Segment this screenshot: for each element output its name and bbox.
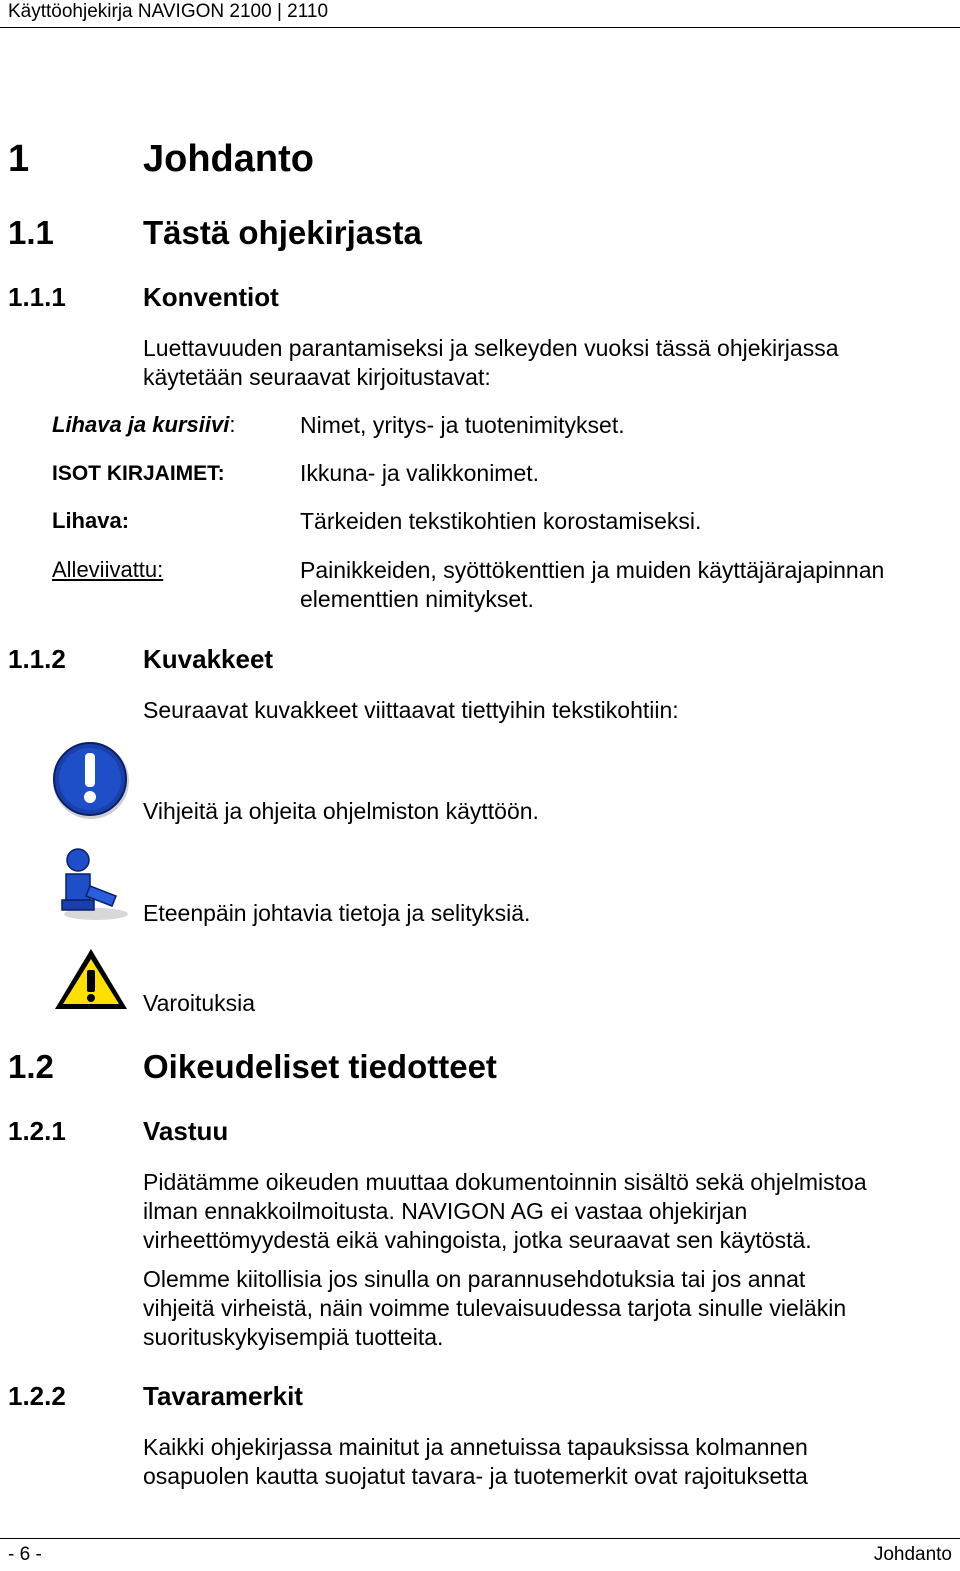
convention-term-bold: Lihava: xyxy=(52,508,130,533)
header-rule xyxy=(0,27,960,28)
heading-title: Konventiot xyxy=(143,282,279,312)
footer-section: Johdanto xyxy=(873,1544,952,1565)
convention-definition: Tärkeiden tekstikohtien korostamiseksi. xyxy=(300,508,702,534)
heading-number: 1.1.1 xyxy=(8,282,66,312)
heading-title: Tästä ohjekirjasta xyxy=(143,214,422,251)
warning-triangle-icon xyxy=(52,946,130,1017)
exclamation-icon xyxy=(50,741,132,826)
heading-number: 1 xyxy=(8,138,30,180)
liability-paragraph-1: Pidätämme oikeuden muuttaa dokumentoinnin sisältö sekä ohjelmistoa ilman ennakkoilmoitusta. NAVIGON AG ei vastaa ohjekirjan virheettömyydestä eikä vahingoista, jotka seuraavat sen käytöstä. xyxy=(143,1169,867,1253)
footer-rule xyxy=(0,1538,960,1539)
trademarks-paragraph: Kaikki ohjekirjassa mainitut ja annetuissa tapauksissa kolmannen osapuolen kautta suojatut tavara- ja tuotemerkit ovat rajoituksetta xyxy=(143,1434,808,1489)
icons-intro: Seuraavat kuvakkeet viittaavat tiettyihin tekstikohtiin: xyxy=(143,697,679,723)
convention-definition: Ikkuna- ja valikkonimet. xyxy=(300,460,540,486)
info-figure-icon xyxy=(52,846,130,927)
icon-description: Eteenpäin johtavia tietoja ja selityksiä. xyxy=(143,900,531,926)
heading-1-1 xyxy=(0,214,960,254)
liability-paragraph-2: Olemme kiitollisia jos sinulla on parannusehdotuksia tai jos annat vihjeitä virheistä, näin voimme tulevaisuudessa tarjota sinulle vieläkin suorituskykyisempiä tuotteita. xyxy=(143,1266,847,1350)
heading-1-1-2 xyxy=(0,644,960,676)
heading-number: 1.2 xyxy=(8,1048,54,1085)
convention-term-bold-italic: Lihava ja kursiivi: xyxy=(52,412,236,437)
heading-1 xyxy=(0,138,960,184)
convention-term-underlined: Alleviivattu: xyxy=(52,557,164,582)
heading-title: Oikeudeliset tiedotteet xyxy=(143,1048,497,1085)
heading-title: Tavaramerkit xyxy=(143,1381,303,1411)
heading-number: 1.1 xyxy=(8,214,54,251)
heading-number: 1.2.1 xyxy=(8,1116,66,1146)
page-number: - 6 - xyxy=(8,1544,42,1565)
heading-number: 1.2.2 xyxy=(8,1381,66,1411)
heading-title: Kuvakkeet xyxy=(143,644,274,674)
heading-1-2-1 xyxy=(0,1116,960,1148)
convention-definition: Nimet, yritys- ja tuotenimitykset. xyxy=(300,412,625,438)
convention-term-caps: ISOT KIRJAIMET: xyxy=(52,462,225,485)
heading-title: Vastuu xyxy=(143,1116,229,1146)
icon-description: Varoituksia xyxy=(143,990,256,1016)
conventions-intro: Luettavuuden parantamiseksi ja selkeyden vuoksi tässä ohjekirjassa käytetään seuraavat kirjoitustavat: xyxy=(143,335,839,390)
heading-title: Johdanto xyxy=(143,138,314,180)
heading-number: 1.1.2 xyxy=(8,644,66,674)
running-header: Käyttöohjekirja NAVIGON 2100 | 2110 xyxy=(8,1,329,22)
heading-1-1-1 xyxy=(0,282,960,314)
icon-description: Vihjeitä ja ohjeita ohjelmiston käyttöön. xyxy=(143,798,539,824)
heading-1-2 xyxy=(0,1048,960,1088)
convention-definition: Painikkeiden, syöttökenttien ja muiden käyttäjärajapinnan elementtien nimitykset. xyxy=(300,557,885,612)
heading-1-2-2 xyxy=(0,1381,960,1413)
